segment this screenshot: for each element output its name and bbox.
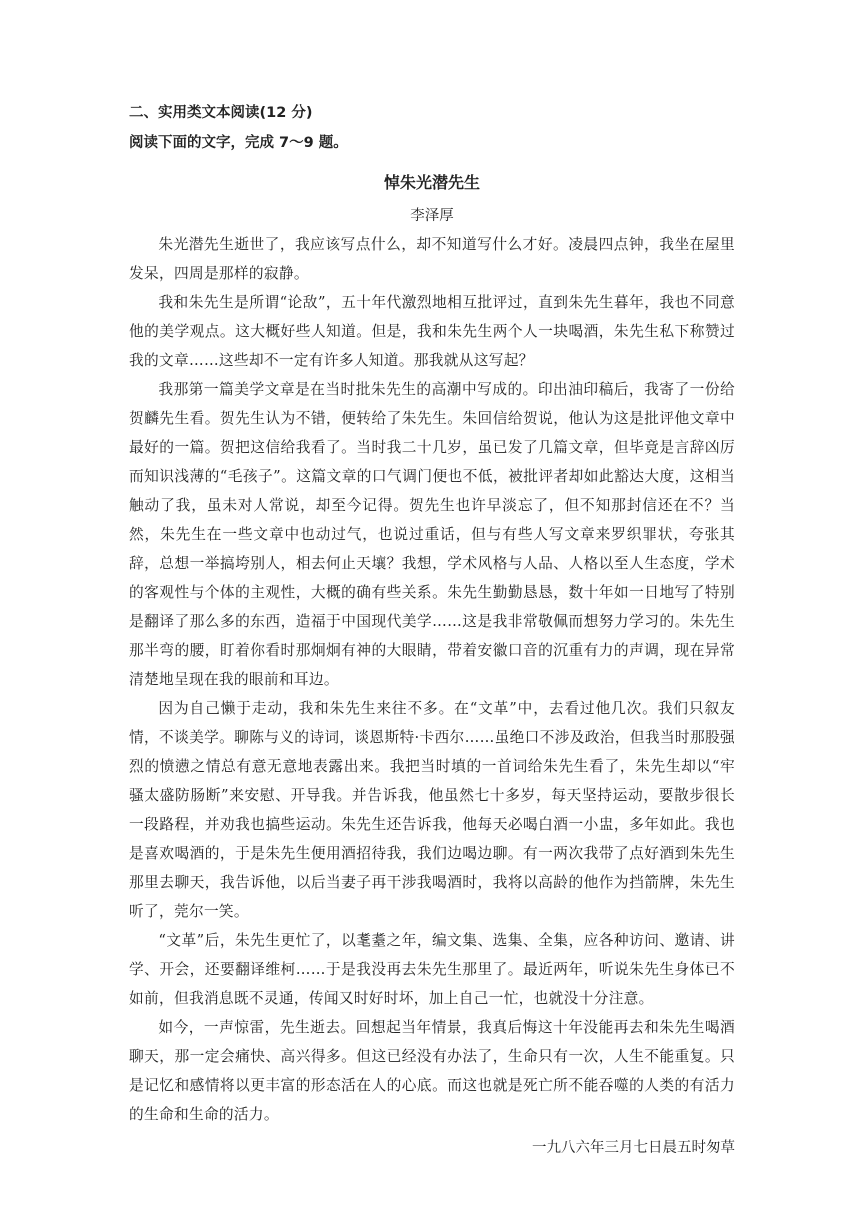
- section-heading: 二、实用类文本阅读(12 分): [129, 105, 313, 121]
- paragraph: 我那第一篇美学文章是在当时批朱先生的高潮中写成的。印出油印稿后，我寄了一份给贺麟先生看。贺先生认为不错，便转给了朱先生。朱回信给贺说，他认为这是批评他文章中最好的一篇。贺把这信给我看了。当时我二十几岁，虽已发了几篇文章，但毕竟是言辞凶厉而知识浅薄的“毛孩子”。这篇文章的口气调门便也不低，被批评者却如此豁达大度，这相当触动了我，虽未对人常说，却至今记得。贺先生也许早淡忘了，但不知那封信还在不？当然，朱先生在一些文章中也动过气，也说过重话，但与有些人写文章来罗织罪状，夸张其辞，总想一举搞垮别人，相去何止天壤？我想，学术风格与人品、人格以至人生态度，学术的客观性与个体的主观性，大概的确有些关系。朱先生勤勤恳恳，数十年如一日地写了特别是翻译了那么多的东西，造福于中国现代美学……这是我非常敬佩而想努力学习的。朱先生那半弯的腰，盯着你看时那炯炯有神的大眼睛，带着安徽口音的沉重有力的声调，现在异常清楚地呈现在我的眼前和耳边。: [129, 381, 735, 688]
- paragraph: 因为自己懒于走动，我和朱先生来往不多。在“文革”中，去看过他几次。我们只叙友情，不谈美学。聊陈与义的诗词，谈恩斯特·卡西尔……虽绝口不涉及政治，但我当时那股强烈的愤懑之情总有意无意地表露出来。我把当时填的一首词给朱先生看了，朱先生却以“牢骚太盛防肠断”来安慰、开导我。并告诉我，他虽然七十多岁，每天坚持运动，要散步很长一段路程，并劝我也搞些运动。朱先生还告诉我，他每天必喝白酒一小盅，多年如此。我也是喜欢喝酒的，于是朱先生便用酒招待我，我们边喝边聊。有一两次我带了点好酒到朱先生那里去聊天，我告诉他，以后当妻子再干涉我喝酒时，我将以高龄的他作为挡箭牌，朱先生听了，莞尔一笑。: [129, 700, 735, 920]
- question-instruction: 阅读下面的文字，完成 7～9 题。: [129, 135, 348, 151]
- paragraph: 我和朱先生是所谓“论敌”，五十年代激烈地相互批评过，直到朱先生暮年，我也不同意他的美学观点。这大概好些人知道。但是，我和朱先生两个人一块喝酒，朱先生私下称赞过我的文章……这些却不一定有许多人知道。那我就从这写起？: [129, 294, 735, 369]
- document-page: [129, 98, 735, 1163]
- article-date-signoff: 一九八六年三月七日晨五时匆草: [532, 1140, 735, 1156]
- article-title: 悼朱光潜先生: [383, 173, 480, 192]
- article-author: 李泽厚: [410, 208, 454, 224]
- paragraph: “文革”后，朱先生更忙了，以耄耋之年，编文集、选集、全集，应各种访问、邀请、讲学、开会，还要翻译维柯……于是我没再去朱先生那里了。最近两年，听说朱先生身体已不如前，但我消息既不灵通，传闻又时好时坏，加上自己一忙，也就没十分注意。: [129, 932, 735, 1007]
- article-body: [129, 230, 735, 1129]
- paragraph: 朱光潜先生逝世了，我应该写点什么，却不知道写什么才好。凌晨四点钟，我坐在屋里发呆，四周是那样的寂静。: [129, 236, 735, 282]
- paragraph: 如今，一声惊雷，先生逝去。回想起当年情景，我真后悔这十年没能再去和朱先生喝酒聊天，那一定会痛快、高兴得多。但这已经没有办法了，生命只有一次，人生不能重复。只是记忆和感情将以更丰富的形态活在人的心底。而这也就是死亡所不能吞噬的人类的有活力的生命和生命的活力。: [129, 1019, 735, 1123]
